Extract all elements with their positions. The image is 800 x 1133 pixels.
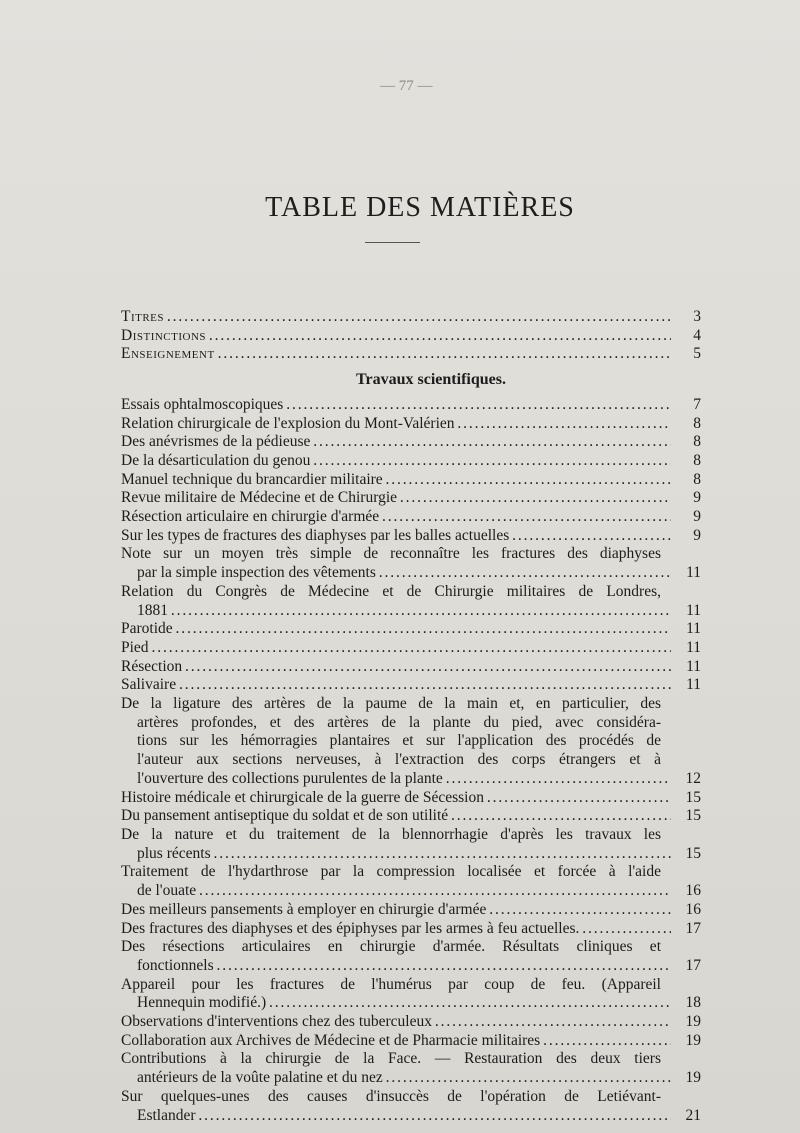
toc-entry-page: 5 xyxy=(693,345,701,363)
toc-entry-title: Du pansement antiseptique du soldat et de son utilité . . . xyxy=(121,807,671,826)
toc-entry-title-line: plus récents . . . xyxy=(137,845,671,864)
toc-entry xyxy=(121,471,701,490)
toc-entry-page: 11 xyxy=(686,564,701,582)
section-heading-text: Travaux scientifiques. xyxy=(356,371,506,389)
toc-entry xyxy=(121,658,701,677)
toc-entry-title: Résection articulaire en chirurgie d'armée . . . xyxy=(121,508,671,527)
toc-entry-last-line xyxy=(121,957,701,976)
toc-entry-title: Observations d'interventions chez des tuberculeux . . . xyxy=(121,1013,671,1032)
toc-entry-title: Revue militaire de Médecine et de Chirurgie . . . xyxy=(121,489,671,508)
toc-entry xyxy=(121,863,701,900)
toc-entry-title-line: tions sur les hémorragies plantaires et sur l'application des procédés de xyxy=(137,732,661,750)
toc-entry xyxy=(121,1013,701,1032)
toc-entry-title: Parotide . . . xyxy=(121,620,671,639)
toc-entry xyxy=(121,327,701,346)
toc-entry-title-line: Contributions à la chirurgie de la Face. — Restauration des deux tiers xyxy=(121,1050,661,1068)
toc-entry-title: Des anévrismes de la pédieuse . . . xyxy=(121,433,671,452)
toc-entry-title-line: De la ligature des artères de la paume de la main et, en particulier, des xyxy=(121,695,661,713)
toc-entry xyxy=(121,433,701,452)
toc-entry-title: Manuel technique du brancardier militaire . . . xyxy=(121,471,671,490)
toc-entry-page: 4 xyxy=(693,326,701,344)
toc-entry xyxy=(121,695,701,789)
toc-entry-title: Enseignement . . . xyxy=(121,345,671,364)
toc-entry-title: De la désarticulation du genou . . . xyxy=(121,452,671,471)
toc-entry-last-line xyxy=(121,602,701,621)
toc-entry-title-line: De la nature et du traitement de la blennorrhagie d'après les travaux les xyxy=(121,825,661,843)
toc-entry-page: 9 xyxy=(693,508,701,526)
toc-entry xyxy=(121,396,701,415)
toc-entry-title-line: Sur quelques-unes des causes d'insuccès de l'opération de Letiévant- xyxy=(121,1087,661,1105)
toc-entry-page: 11 xyxy=(686,676,701,694)
toc-entry-page: 18 xyxy=(685,994,701,1012)
toc-entry xyxy=(121,620,701,639)
toc-entry xyxy=(121,976,701,1013)
toc-entry xyxy=(121,1032,701,1051)
toc-entry-title: Essais ophtalmoscopiques . . . xyxy=(121,396,671,415)
toc-entry xyxy=(121,807,701,826)
toc-entry-page: 8 xyxy=(693,470,701,488)
toc-entry-title: Relation chirurgicale de l'explosion du Mont-Valérien . . . xyxy=(121,415,671,434)
toc-entry-page: 11 xyxy=(686,657,701,675)
toc-entry-last-line xyxy=(121,1069,701,1088)
toc-entry-title-line: antérieurs de la voûte palatine et du nez . . . xyxy=(137,1069,671,1088)
toc-entry-title: Histoire médicale et chirurgicale de la guerre de Sécession . . . xyxy=(121,789,671,808)
toc-entry-title: Sur les types de fractures des diaphyses par les balles actuelles . . . xyxy=(121,527,671,546)
toc-entry xyxy=(121,452,701,471)
toc-entry xyxy=(121,415,701,434)
toc-entry xyxy=(121,508,701,527)
toc-entry-last-line xyxy=(121,882,701,901)
toc-entry-title: Des meilleurs pansements à employer en chirurgie d'armée . . . xyxy=(121,901,671,920)
toc-entry xyxy=(121,545,701,582)
toc-entry-page: 15 xyxy=(685,844,701,862)
page-number: — 77 — xyxy=(380,78,433,94)
toc-entry-title: Collaboration aux Archives de Médecine et de Pharmacie militaires . . . xyxy=(121,1032,671,1051)
title-underline xyxy=(365,242,420,243)
toc-entry-page: 7 xyxy=(693,395,701,413)
toc-entry-page: 8 xyxy=(693,414,701,432)
toc-entry-title-line: Hennequin modifié.) . . . xyxy=(137,994,671,1013)
toc-entry-page: 17 xyxy=(685,919,701,937)
toc-entry-page: 16 xyxy=(685,882,701,900)
toc-entry-page: 19 xyxy=(685,1031,701,1049)
toc-entry-title-line: l'ouverture des collections purulentes de la plante . . . xyxy=(137,770,671,789)
toc-entry-page: 11 xyxy=(686,620,701,638)
toc-entry-title: Titres . . . xyxy=(121,308,671,327)
toc-entry-page: 9 xyxy=(693,526,701,544)
toc-entry-page: 16 xyxy=(685,900,701,918)
toc-entry-page: 15 xyxy=(685,807,701,825)
toc-entry-title-line: de l'ouate . . . xyxy=(137,882,671,901)
toc-entry xyxy=(121,1088,701,1125)
toc-entry xyxy=(121,583,701,620)
toc-entry-last-line xyxy=(121,564,701,583)
section-heading xyxy=(121,371,701,390)
toc-entry-page: 17 xyxy=(685,956,701,974)
toc-entry-title-line: Relation du Congrès de Médecine et de Chirurgie militaires de Londres, xyxy=(121,582,661,600)
toc-entry xyxy=(121,345,701,364)
toc-entry-last-line xyxy=(121,994,701,1013)
toc-entry-page: 8 xyxy=(693,451,701,469)
entries-list xyxy=(121,396,701,1125)
toc-entry-last-line xyxy=(121,1107,701,1126)
front-matter-list xyxy=(121,308,701,364)
page-title: TABLE DES MATIÈRES xyxy=(265,192,575,223)
toc-entry-title-line: Traitement de l'hydarthrose par la compression localisée et forcée à l'aide xyxy=(121,863,661,881)
toc-entry-page: 12 xyxy=(685,769,701,787)
toc-entry-title: Salivaire . . . xyxy=(121,676,671,695)
toc-entry xyxy=(121,489,701,508)
toc-entry-page: 3 xyxy=(693,308,701,325)
toc-entry-page: 11 xyxy=(686,638,701,656)
toc-entry-title-line: Estlander . . . xyxy=(137,1107,671,1126)
toc-entry-title: Pied . . . xyxy=(121,639,671,658)
toc-entry-page: 15 xyxy=(685,788,701,806)
toc-entry xyxy=(121,901,701,920)
toc-entry-title-line: artères profondes, et des artères de la plante du pied, avec considéra- xyxy=(137,713,661,731)
toc-entry-page: 9 xyxy=(693,489,701,507)
toc-entry-page: 21 xyxy=(685,1106,701,1124)
toc-entry-title-line: Appareil pour les fractures de l'humérus par coup de feu. (Appareil xyxy=(121,975,661,993)
toc-entry-title-line: l'auteur aux sections nerveuses, à l'extraction des corps étrangers et à xyxy=(137,751,661,769)
toc-entry-page: 19 xyxy=(685,1069,701,1087)
toc-entry xyxy=(121,308,701,327)
toc-entry xyxy=(121,676,701,695)
toc-entry-title-line: 1881 . . . xyxy=(137,602,671,621)
toc-entry-title-line: par la simple inspection des vêtements . . . xyxy=(137,564,671,583)
toc-entry-title-line: Des résections articulaires en chirurgie d'armée. Résultats cliniques et xyxy=(121,938,661,956)
toc-entry-page: 8 xyxy=(693,433,701,451)
toc-entry-title: Résection . . . xyxy=(121,658,671,677)
toc-entry-title: Distinctions . . . xyxy=(121,327,671,346)
toc-entry-title: Des fractures des diaphyses et des épiphyses par les armes à feu actuelles. . . . xyxy=(121,920,671,939)
toc-entry xyxy=(121,639,701,658)
toc-entry-last-line xyxy=(121,845,701,864)
toc-entry-last-line xyxy=(121,770,701,789)
toc-entry xyxy=(121,920,701,939)
toc-entry-page: 19 xyxy=(685,1013,701,1031)
toc-entry xyxy=(121,789,701,808)
toc-entry xyxy=(121,1050,701,1087)
toc-entry-page: 11 xyxy=(686,601,701,619)
table-of-contents xyxy=(121,308,701,1125)
toc-entry xyxy=(121,826,701,863)
toc-entry xyxy=(121,938,701,975)
toc-entry-title-line: Note sur un moyen très simple de reconnaître les fractures des diaphyses xyxy=(121,545,661,563)
toc-entry xyxy=(121,527,701,546)
toc-entry-title-line: fonctionnels . . . xyxy=(137,957,671,976)
